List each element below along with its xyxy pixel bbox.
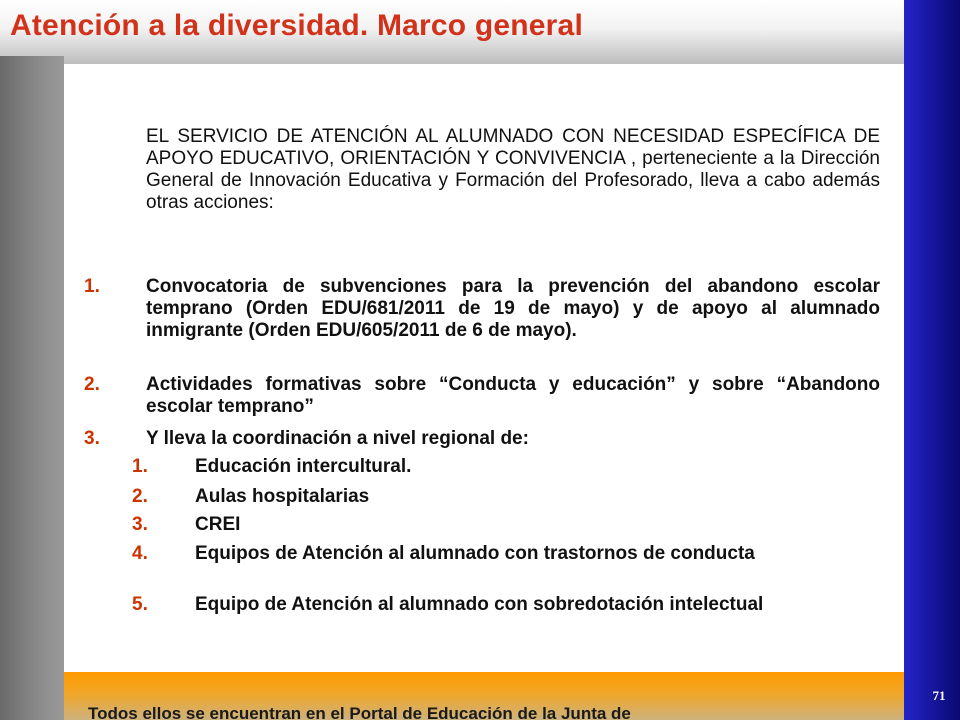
sublist-item-number: 4. [132,543,148,564]
sublist-item-text: Equipo de Atención al alumnado con sobredotación intelectual [195,594,764,615]
title-bar [0,0,904,64]
sublist-item-text: Equipos de Atención al alumnado con trastornos de conducta [195,543,755,564]
sublist-item-text: Educación intercultural. [195,456,412,477]
footer-text: Todos ellos se encuentran en el Portal de Educación de la Junta de [88,704,631,723]
sublist-item-number: 2. [132,486,148,507]
list-item [84,428,880,450]
sublist-item [132,486,880,508]
slide-title: Atención a la diversidad. Marco general [10,9,583,42]
list-item [84,374,880,418]
page-number: 71 [932,688,946,703]
list-item-number: 2. [84,374,100,395]
sublist-item [132,543,880,565]
sublist-item-text: CREI [195,514,241,535]
list-item-text: Actividades formativas sobre “Conducta y educación” y sobre “Abandono escolar temprano” [146,374,880,417]
sublist-item [132,456,880,478]
sublist-item-number: 5. [132,594,148,615]
slide-content [64,64,904,672]
right-accent-bar [904,0,960,720]
sublist-item [132,594,880,616]
list-item-text: Y lleva la coordinación a nivel regional de: [146,428,529,449]
sublist-item-number: 3. [132,514,148,535]
list-item [84,276,880,342]
intro-paragraph: EL SERVICIO DE ATENCIÓN AL ALUMNADO CON NECESIDAD ESPECÍFICA DE APOYO EDUCATIVO, ORIENTACIÓN Y CONVIVENCIA , perteneciente a la Dirección General de Innovación Educativa y Formación del Profesorado, lleva a cabo además otras acciones: [146,126,880,213]
left-accent-bar [0,56,64,720]
sublist-item-text: Aulas hospitalarias [195,486,370,507]
list-item-number: 1. [84,276,100,297]
list-item-number: 3. [84,428,100,449]
sublist-item [132,514,880,536]
list-item-text: Convocatoria de subvenciones para la prevención del abandono escolar temprano (Orden EDU/681/2011 de 19 de mayo) y de apoyo al alumnado inmigrante (Orden EDU/605/2011 de 6 de mayo). [146,276,880,341]
sublist-item-number: 1. [132,456,148,477]
